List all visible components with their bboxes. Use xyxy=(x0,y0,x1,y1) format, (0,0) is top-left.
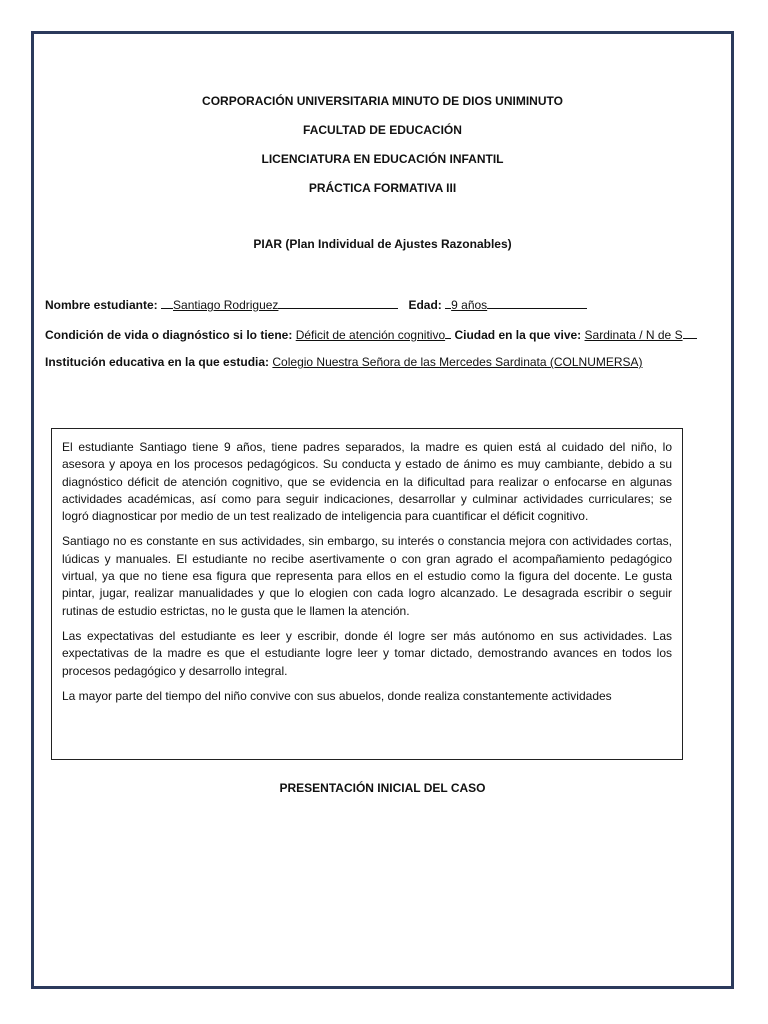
faculty-name: FACULTAD DE EDUCACIÓN xyxy=(303,123,462,137)
school-value: Colegio Nuestra Señora de las Mercedes Sardinata (COLNUMERSA) xyxy=(272,355,643,369)
city-label: Ciudad en la que vive: xyxy=(454,328,582,342)
program-name: LICENCIATURA EN EDUCACIÓN INFANTIL xyxy=(261,152,504,166)
case-paragraph: Santiago no es constante en sus actividades, sin embargo, su interés o constancia mejora con actividades cortas, lúdicas y manuales. El estudiante no recibe asertivamente o con gran agrado el acompañamiento pedagógico virtual, ya que no tiene esa figura que representa para ellos en el estudio como la figura del docente. Le gusta pintar, jugar, realizar manualidades y que lo elogien con cada logro alcanzado. Le desagrada escribir o seguir rutinas de estudio estrictas, no le gusta que le llamen la atención. xyxy=(62,534,672,618)
case-paragraph: El estudiante Santiago tiene 9 años, tiene padres separados, la madre es quien está al cuidado del niño, lo asesora y apoya en los procesos pedagógicos. Su conducta y estado de ánimo es muy cambiante, debido a su diagnóstico déficit de atención cognitivo, que se evidencia en la dificultad para realizar o enfocarse en algunas actividades académicas, así como para seguir indicaciones, desarrollar y culminar actividades curriculares; se logró diagnosticar por medio de un test realizado de inteligencia para cuantificar el déficit cognitivo. xyxy=(62,440,672,524)
section-title: PRESENTACIÓN INICIAL DEL CASO xyxy=(279,781,486,795)
student-age-label: Edad: xyxy=(408,298,442,312)
school-label: Institución educativa en la que estudia: xyxy=(45,355,270,369)
institution-name: CORPORACIÓN UNIVERSITARIA MINUTO DE DIOS UNIMINUTO xyxy=(202,94,563,108)
school-line xyxy=(45,355,643,369)
condition-label: Condición de vida o diagnóstico si lo tiene: xyxy=(45,328,293,342)
document-title: PIAR (Plan Individual de Ajustes Razonables) xyxy=(253,237,512,251)
case-paragraph: La mayor parte del tiempo del niño convive con sus abuelos, donde realiza constantemente actividades xyxy=(62,688,612,703)
condition-line xyxy=(45,327,697,342)
city-value: Sardinata / N de S xyxy=(584,328,683,342)
case-paragraph: Las expectativas del estudiante es leer y escribir, donde él logre ser más autónomo en sus actividades. Las expectativas de la madre es que el estudiante logre leer y tomar dictado, demostrando avances en todos los procesos pedagógico y desarrollo integral. xyxy=(62,628,672,678)
student-name-label: Nombre estudiante: xyxy=(45,298,158,312)
student-age-value: 9 años xyxy=(451,298,488,312)
condition-value: Déficit de atención cognitivo xyxy=(295,328,446,342)
case-description-box xyxy=(51,428,683,760)
student-name-line xyxy=(45,297,587,312)
course-name: PRÁCTICA FORMATIVA III xyxy=(308,181,457,195)
student-name-value: Santiago Rodriguez xyxy=(173,298,279,312)
